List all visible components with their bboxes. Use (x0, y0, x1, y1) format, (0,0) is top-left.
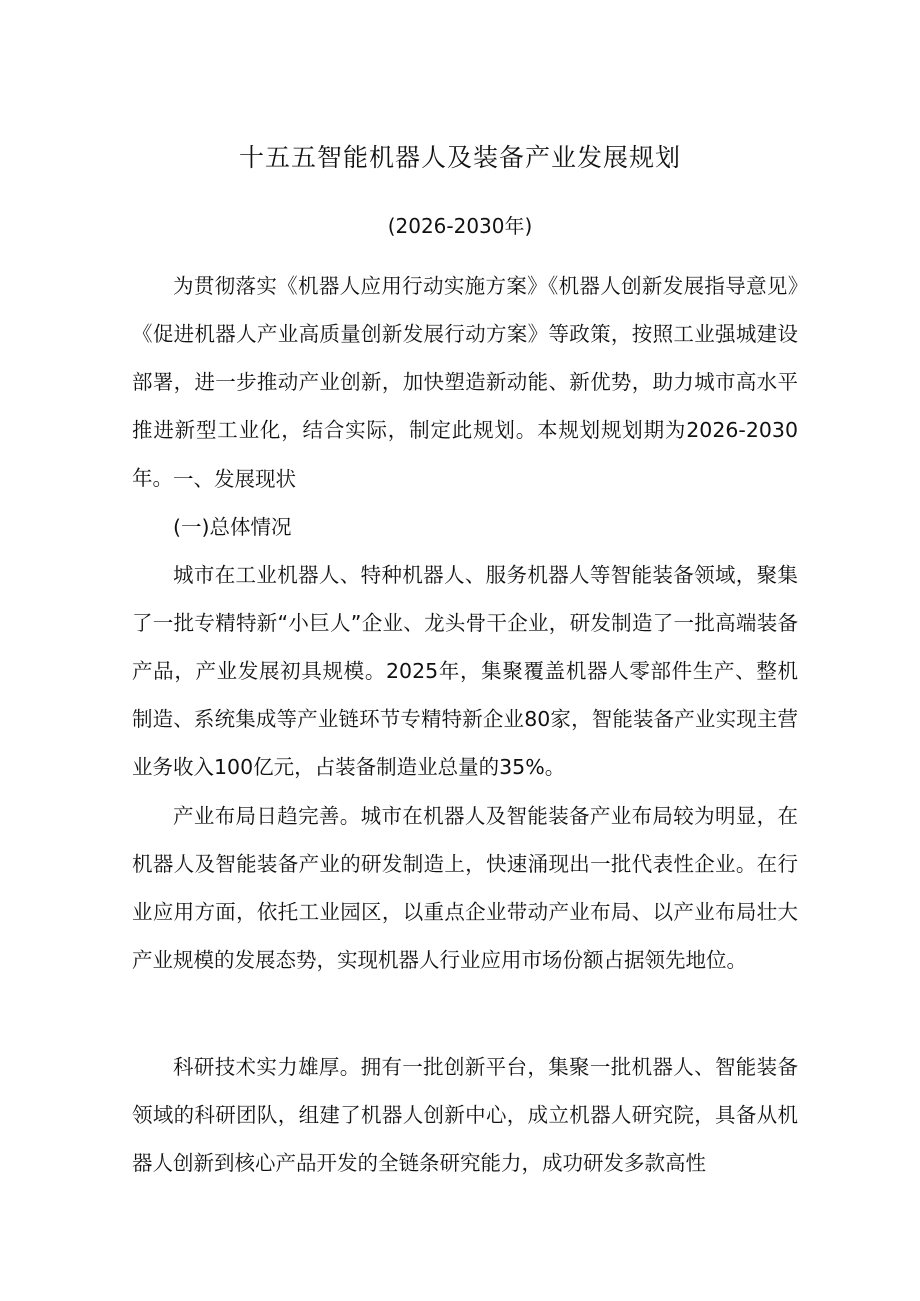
intro-paragraph: 为贯彻落实《机器人应用行动实施方案》《机器人创新发展指导意见》《促进机器人产业高质量创新发展行动方案》等政策，按照工业强城建设部署，进一步推动产业创新，加快塑造新动能、新优势，助力城市高水平推进新型工业化，结合实际，制定此规划。本规划规划期为2026-2030年。 (132, 274, 798, 490)
paragraph-industry-layout: 产业布局日趋完善。城市在机器人及智能装备产业布局较为明显，在机器人及智能装备产业的研发制造上，快速涌现出一批代表性企业。在行业应用方面，依托工业园区，以重点企业带动产业布局、以产业布局壮大产业规模的发展态势，实现机器人行业应用市场份额占据领先地位。 (132, 804, 798, 972)
subsection-heading-overall: (一)总体情况 (173, 515, 292, 539)
paragraph-research-strength: 科研技术实力雄厚。拥有一批创新平台，集聚一批机器人、智能装备领域的科研团队，组建了机器人创新中心，成立机器人研究院，具备从机器人创新到核心产品开发的全链条研究能力，成功研发多款高性 (132, 1055, 798, 1175)
document-subtitle: (2026-2030年) (387, 214, 533, 238)
document-title: 十五五智能机器人及装备产业发展规划 (238, 143, 681, 172)
section-heading-development-status: 一、发展现状 (173, 467, 296, 491)
paragraph-overall-situation: 城市在工业机器人、特种机器人、服务机器人等智能装备领域，聚集了一批专精特新“小巨人”企业、龙头骨干企业，研发制造了一批高端装备产品，产业发展初具规模。2025年，集聚覆盖机器人零部件生产、整机制造、系统集成等产业链环节专精特新企业80家，智能装备产业实现主营业务收入100亿元，占装备制造业总量的35%。 (132, 563, 798, 779)
